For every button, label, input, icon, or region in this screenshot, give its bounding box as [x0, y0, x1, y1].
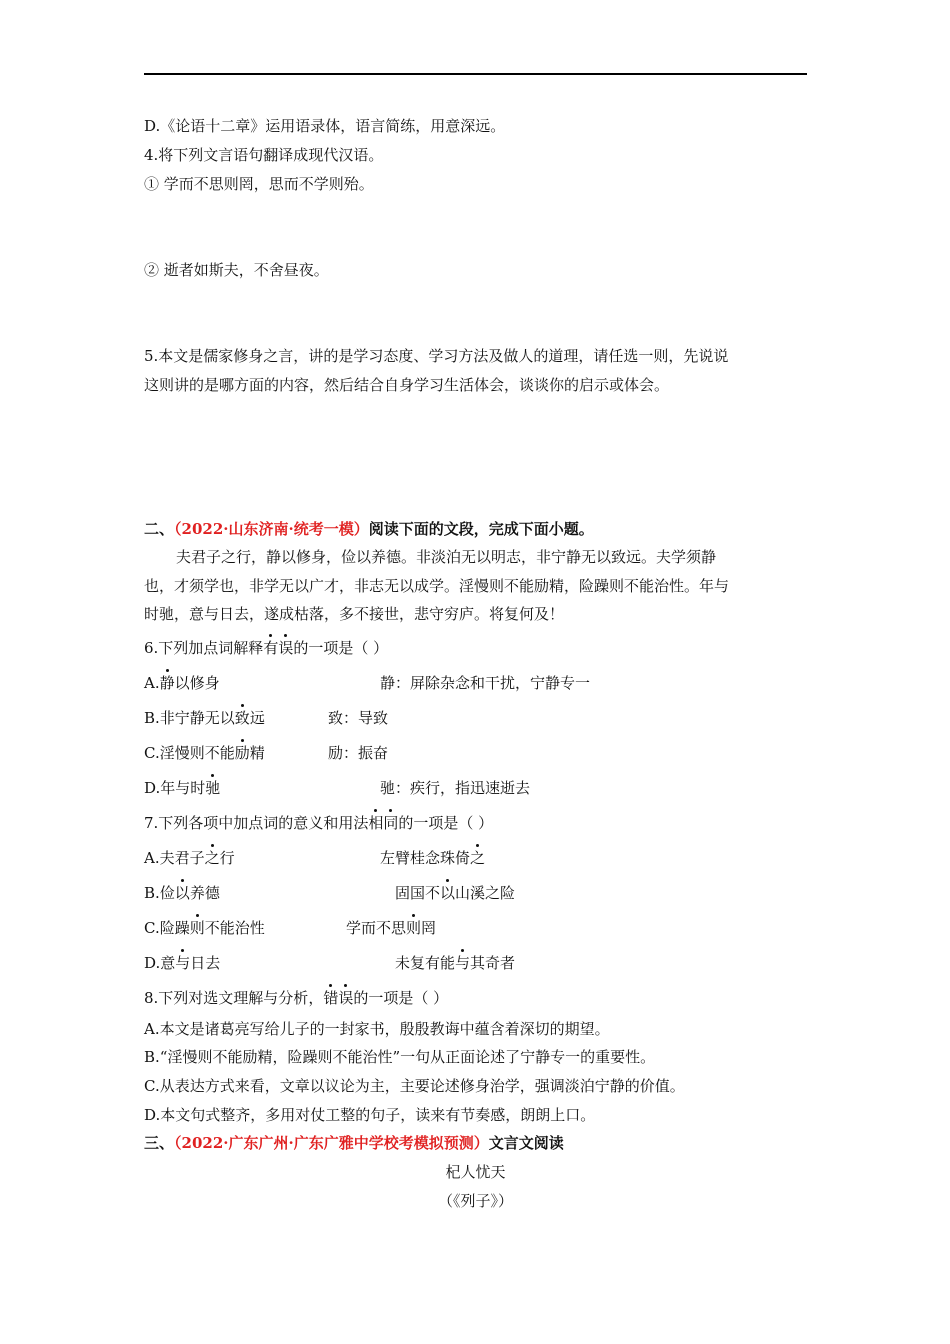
q8-dotted-1: 错: [323, 989, 339, 1007]
q6-option-d: [144, 778, 531, 798]
question-8: [144, 988, 448, 1008]
q6-dotted-1: 有: [263, 639, 279, 657]
q7-d-left-post: 日去: [190, 954, 221, 972]
q7-dotted-1: 相: [368, 814, 384, 832]
q6-a-dot: 静: [159, 674, 175, 692]
q7-b-left-dot: 以: [174, 884, 190, 902]
passage-author: （《列子》）: [437, 1192, 513, 1210]
q7-text-post: 的一项是（ ）: [398, 814, 494, 832]
q7-b-left-post: 养德: [189, 884, 220, 902]
q8-option-d: D.本文句式整齐，多用对仗工整的句子，读来有节奏感，朗朗上口。: [144, 1106, 596, 1124]
q7-d-right-dot: 与: [455, 954, 471, 972]
q7-a-left-dot: 之: [204, 849, 220, 867]
q7-option-d: [144, 953, 516, 973]
option-d-lunyu: D.《论语十二章》运用语录体，语言简练，用意深远。: [144, 117, 506, 135]
header-rule: [144, 73, 807, 75]
section-3-number: 三、: [144, 1134, 175, 1152]
q7-c-right-dot: 则: [406, 919, 422, 937]
q7-c-right: [346, 918, 436, 938]
question-4: 4.将下列文言语句翻译成现代汉语。: [144, 146, 384, 164]
passage-line-2: 也，才须学也，非学无以广才，非志无以成学。淫慢则不能励精，险躁则不能治性。年与: [144, 577, 730, 595]
section-2-title: 阅读下面的文段，完成下面小题。: [368, 520, 594, 538]
section-2-number: 二、: [144, 520, 175, 538]
q7-b-right-dot: 以: [440, 884, 456, 902]
q6-a-post: 以修身: [174, 674, 220, 692]
q8-option-b: B.“淫慢则不能励精，险躁则不能治性”一句从正面论述了宁静专一的重要性。: [144, 1048, 656, 1066]
q7-c-left-post: 不能治性: [204, 919, 265, 937]
q7-a-right: [380, 848, 485, 868]
section-2-heading: [144, 519, 594, 539]
q6-b-pre: B.非宁静无以: [144, 709, 235, 727]
q7-d-left-pre: D.意: [144, 954, 176, 972]
q7-c-left-pre: C.险躁: [144, 919, 190, 937]
q8-text-post: 的一项是（ ）: [353, 989, 449, 1007]
q7-d-left-dot: 与: [175, 954, 191, 972]
q7-option-a: [144, 848, 486, 868]
passage-title: 杞人忧天: [445, 1163, 506, 1181]
question-6: [144, 638, 388, 658]
question-5-line-2: 这则讲的是哪方面的内容，然后结合自身学习生活体会，谈谈你的启示或体会。: [144, 376, 670, 394]
q7-b-right-post: 山溪之险: [455, 884, 516, 902]
q7-text-pre: 7.下列各项中加点词的意义和用法: [144, 814, 369, 832]
q8-text-pre: 8.下列对选文理解与分析，: [144, 989, 324, 1007]
passage-line-3: 时驰，意与日去，遂成枯落，多不接世，悲守穷庐。将复何及！: [144, 605, 565, 623]
q8-option-c: C.从表达方式来看，文章以议论为主，主要论述修身治学，强调淡泊宁静的价值。: [144, 1077, 685, 1095]
q6-b-explanation: 致：导致: [328, 709, 389, 727]
q6-a-pre: A.: [144, 674, 160, 692]
q6-c-post: 精: [249, 744, 265, 762]
q6-b-post: 远: [249, 709, 265, 727]
q6-text-pre: 6.下列加点词解释: [144, 639, 264, 657]
q7-d-right: [395, 953, 515, 973]
section-3-title: 文言文阅读: [488, 1134, 564, 1152]
q8-dotted-2: 误: [338, 989, 354, 1007]
q6-c-pre: C.淫慢则不能: [144, 744, 235, 762]
section-3-heading: [144, 1133, 564, 1153]
q6-c-dot: 励: [234, 744, 250, 762]
q6-option-a: [144, 673, 591, 693]
q6-d-pre: D.年与时: [144, 779, 206, 797]
q8-option-a: A.本文是诸葛亮写给儿子的一封家书，殷殷教诲中蕴含着深切的期望。: [144, 1020, 610, 1038]
question-4-item-1: ① 学而不思则罔，思而不学则殆。: [144, 175, 374, 193]
q6-d-dot: 驰: [205, 779, 221, 797]
q7-c-right-post: 罔: [421, 919, 437, 937]
section-3-source: （2022·广东广州·广东广雅中学校考模拟预测）: [174, 1134, 489, 1152]
section-2-source: （2022·山东济南·统考一模）: [174, 520, 369, 538]
q7-d-right-post: 其奇者: [470, 954, 516, 972]
question-5-line-1: 5.本文是儒家修身之言，讲的是学习态度、学习方法及做人的道理，请任选一则，先说说: [144, 347, 729, 365]
q7-b-right: [395, 883, 515, 903]
q6-b-dot: 致: [234, 709, 250, 727]
q6-a-explanation: 静：屏除杂念和干扰，宁静专一: [380, 674, 591, 692]
q7-b-right-pre: 固国不: [395, 884, 441, 902]
q7-b-left-pre: B.俭: [144, 884, 175, 902]
q6-text-post: 的一项是（ ）: [293, 639, 389, 657]
q7-a-left-pre: A.夫君子: [144, 849, 205, 867]
passage-line-1: 夫君子之行，静以修身，俭以养德。非淡泊无以明志，非宁静无以致远。夫学须静: [176, 548, 717, 566]
q7-option-b: [144, 883, 516, 903]
q6-dotted-2: 误: [278, 639, 294, 657]
q7-a-left-post: 行: [219, 849, 235, 867]
q6-option-c: [144, 743, 389, 763]
q6-option-b: [144, 708, 389, 728]
question-7: [144, 813, 493, 833]
q7-a-right-pre: 左臂桂念珠倚: [380, 849, 471, 867]
q6-c-explanation: 励：振奋: [328, 744, 389, 762]
q7-d-right-pre: 未复有能: [395, 954, 456, 972]
q7-c-left-dot: 则: [189, 919, 205, 937]
q7-dotted-2: 同: [383, 814, 399, 832]
q7-a-right-dot: 之: [470, 849, 486, 867]
q7-c-right-pre: 学而不思: [346, 919, 407, 937]
q7-option-c: [144, 918, 437, 938]
question-4-item-2: ② 逝者如斯夫，不舍昼夜。: [144, 261, 329, 279]
q6-d-explanation: 驰：疾行，指迅速逝去: [380, 779, 531, 797]
